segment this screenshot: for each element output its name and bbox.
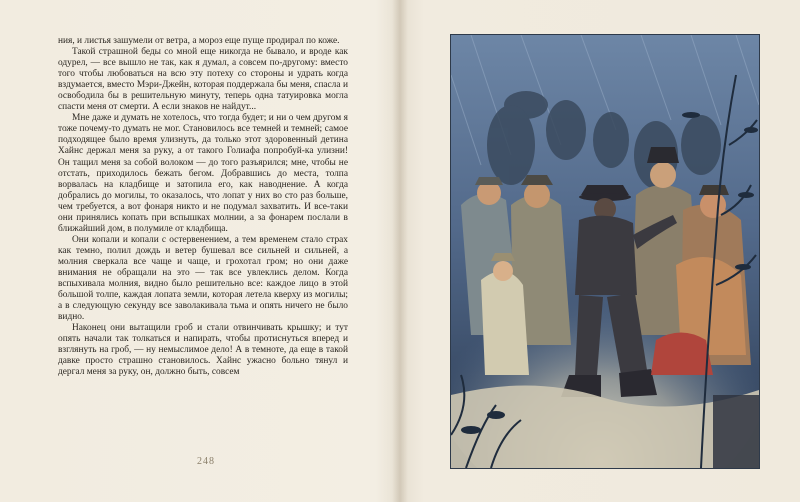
paragraph-3: Мне даже и думать не хотелось, что тогда будет; и ни о чем другом я тоже почему-то думать не мог. Становилось все темней и темней; самое подходящее было время улизнуть, да только этот здоровенный детина Хайнс держал меня за руку, а от такого Голиафа попробуй-ка улизни! Он тащил меня за собой волоком — до того разъярился; мне, чтобы не отстать, приходилось бежать бегом. Добравшись до места, толпа ворвалась на кладбище и затопила его, как наводнение. А когда добрались до могилы, то оказалось, что лопат у них во сто раз больше, чем требуется, а вот фонаря никто и не подумал захватить. И все-таки они принялись копать при вспышках молнии, а за фонарем послали в ближайший дом, в полумиле от кладбища. (58, 113, 348, 234)
paragraph-5: Наконец они вытащили гроб и стали отвинчивать крышку; и тут опять начали так толкаться и напирать, чтобы протиснуться вперед и взглянуть на гроб, — ну немыслимое дело! А в темноте, да еще в такой давке просто страшно становилось. Хайнс ужасно больно тянул и дергал меня за руку, он, должно быть, совсем (58, 323, 348, 378)
book-gutter (392, 0, 408, 502)
paragraph-4: Они копали и копали с остервенением, а тем временем стало страх как темно, полил дождь и ветер бушевал все сильней и сильней, а молния сверкала все чаще и чаще, и грохотал гром; но они даже внимания не обращали на это — так все увлеклись делом. Когда вспыхивала молния, видно было решительно все: каждое лицо в этой большой толпе, каждая лопата земли, которая летела кверху из могилы; а в следующую секунду все заволакивала тьма и опять ничего не было видно. (58, 234, 348, 323)
left-page-text (58, 36, 348, 378)
illustration-night-graveyard (450, 34, 760, 469)
kneeling-figure-red-coat (651, 333, 713, 376)
gravestone (713, 395, 759, 468)
page-number: 248 (197, 456, 215, 467)
illustration-drawing (451, 35, 759, 468)
paragraph-1: ния, и листья зашумели от ветра, а мороз еще пуще продирал по коже. (58, 36, 340, 46)
paragraph-2: Такой страшной беды со мной еще никогда не бывало, и вроде как одурел, — все вышло не так, как я думал, а совсем по-другому: вместо того чтобы любоваться на всю эту потеху со стороны и удрать когда вздумается, вместо Мэри-Джейн, которая поддержала бы меня, спасла и освободила бы в решительную минуту, теперь одна татуировка могла спасти меня от смерти. А если знаков не найдут... (58, 47, 348, 113)
